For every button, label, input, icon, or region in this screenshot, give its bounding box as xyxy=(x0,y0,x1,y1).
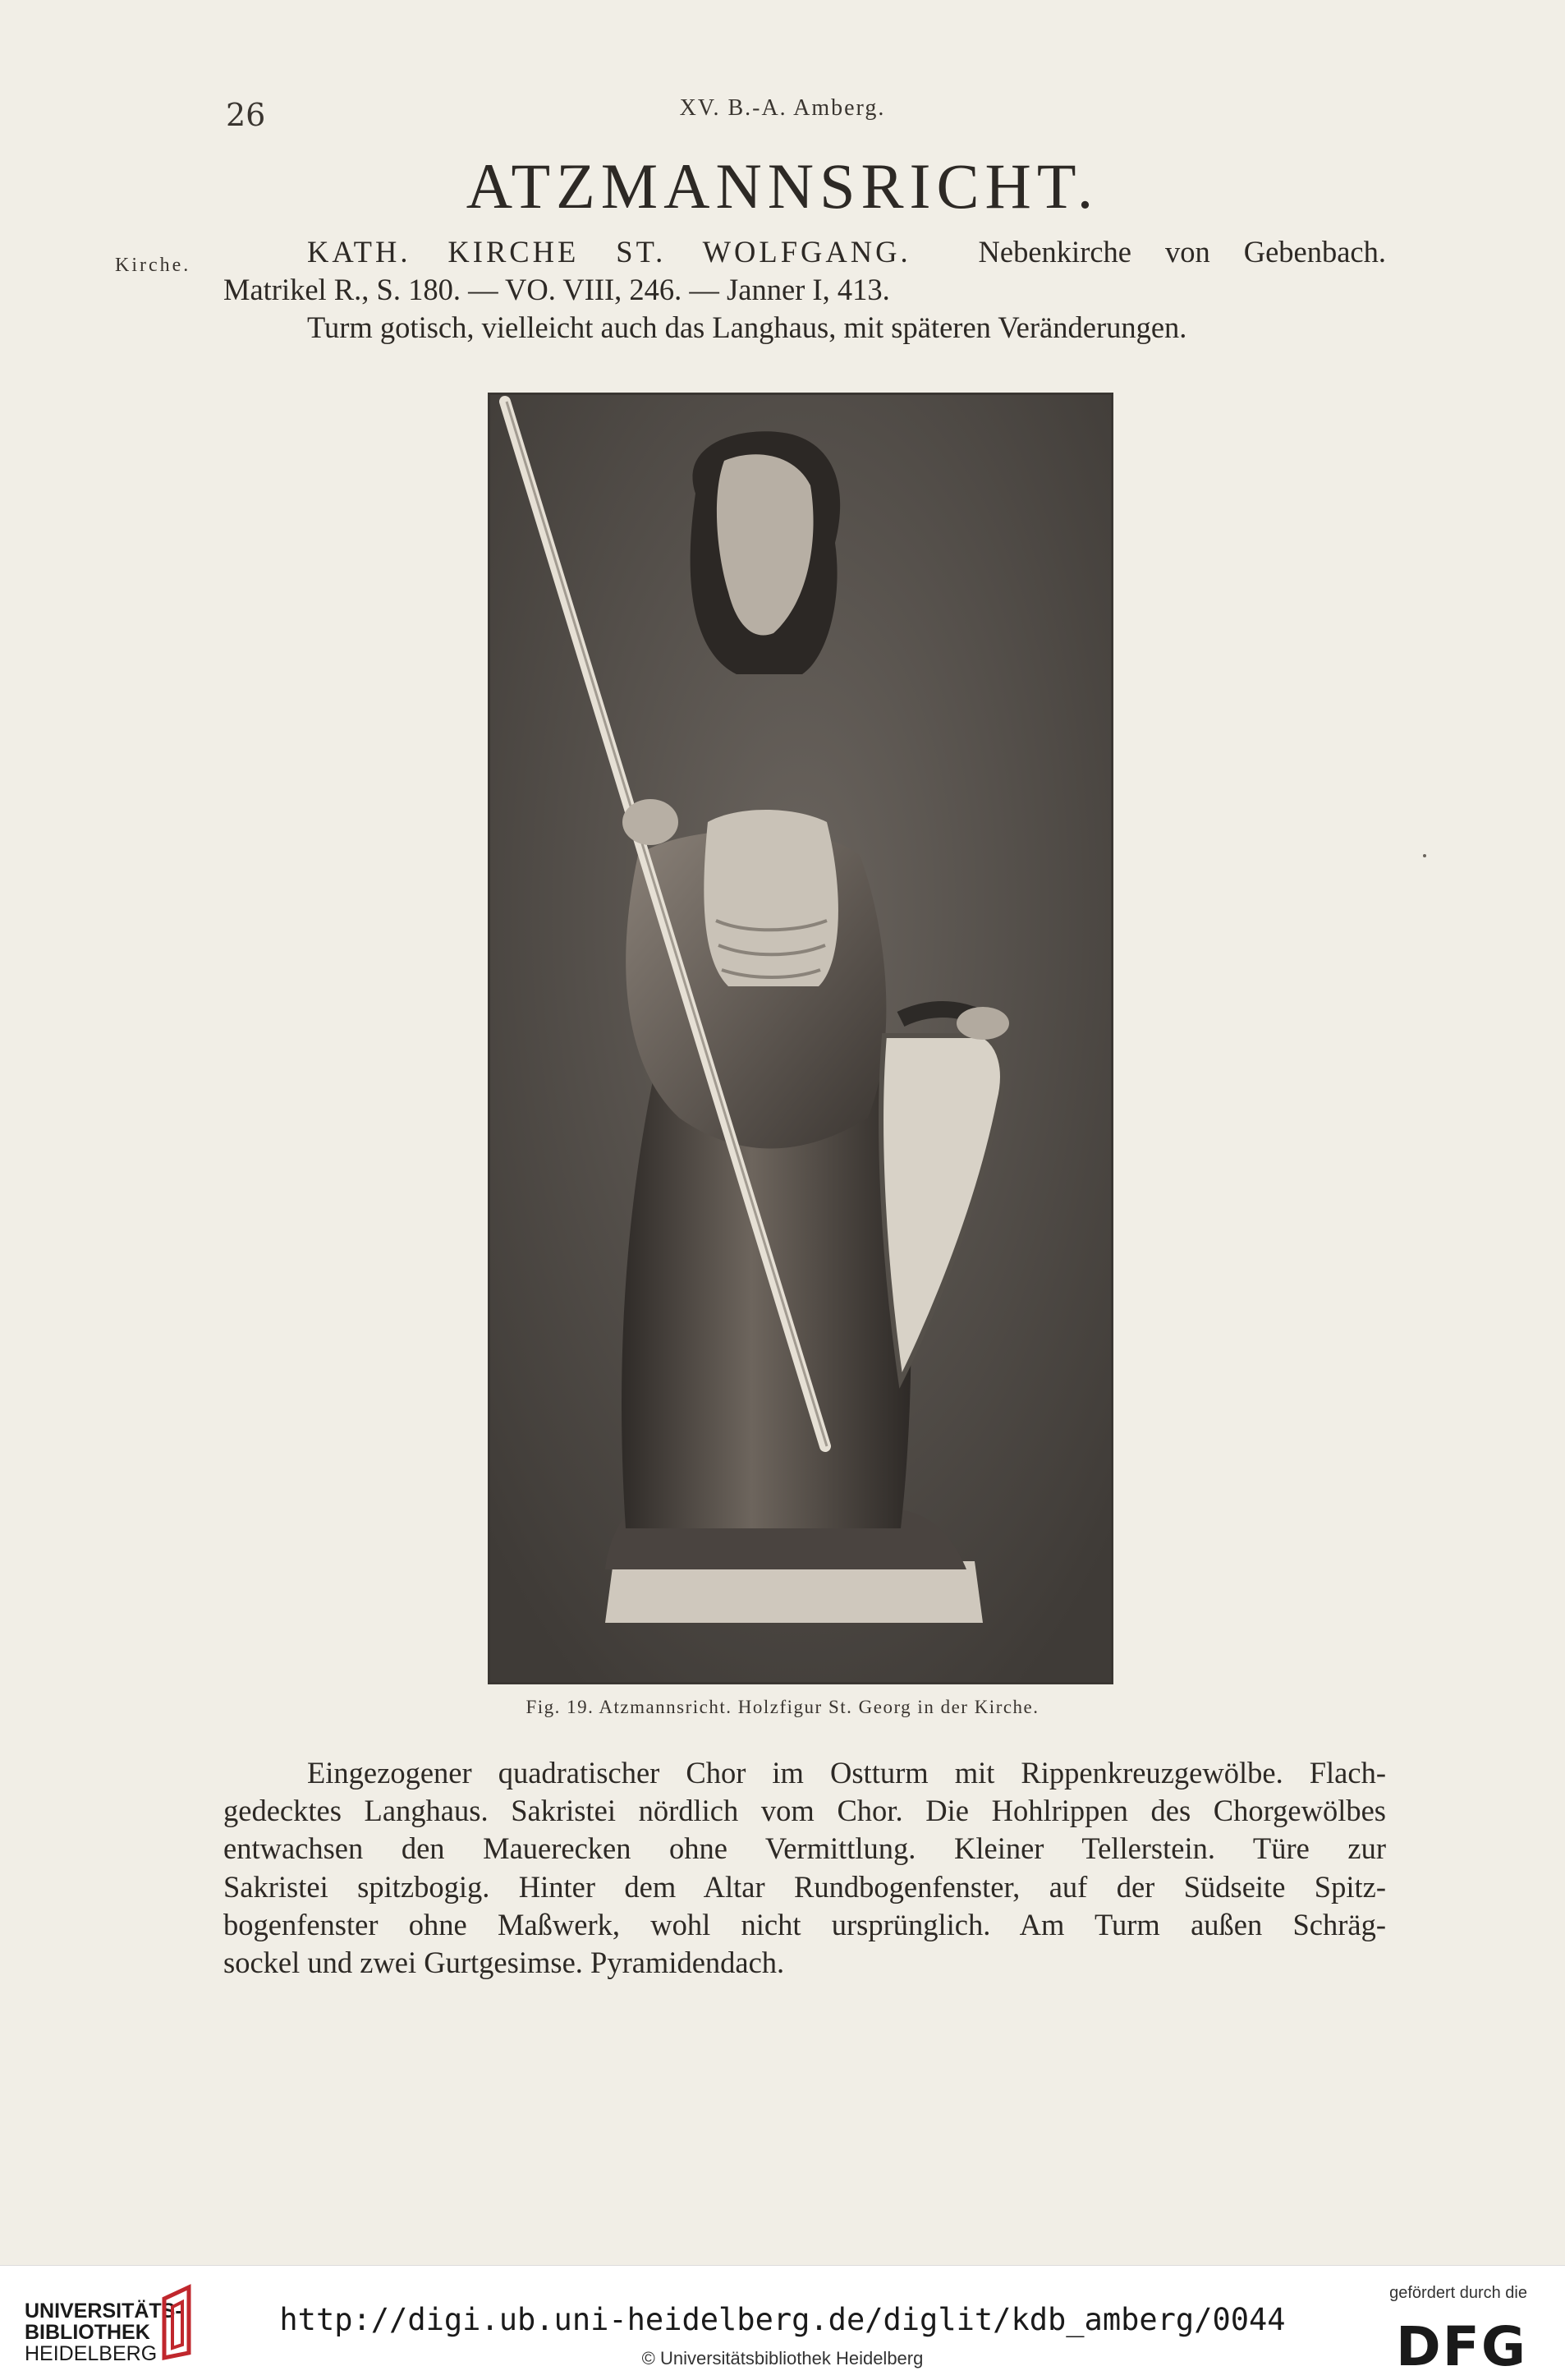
entry-heading-rest: Nebenkirche von Gebenbach. xyxy=(978,235,1386,269)
figure-photo-st-georg xyxy=(488,393,1113,1684)
entry-references: Matrikel R., S. 180. — VO. VIII, 246. — Janner I, 413. xyxy=(223,273,890,306)
permalink-url[interactable]: http://digi.ub.uni-heidelberg.de/diglit/kdb_amberg/0044 xyxy=(279,2302,1286,2337)
body-line: bogenfenster ohne Maßwerk, wohl nicht ursprünglich. Am Turm außen Schräg- xyxy=(223,1907,1386,1941)
body-paragraph xyxy=(223,1754,1386,1982)
entry-heading-caps: KATH. KIRCHE ST. WOLFGANG. xyxy=(307,235,911,269)
page-title: ATZMANNSRICHT. xyxy=(466,150,1099,222)
body-line: entwachsen den Mauerecken ohne Vermittlung. Kleiner Tellerstein. Türe zur xyxy=(223,1831,1386,1866)
dfg-logo: DFG xyxy=(1395,2315,1527,2378)
figure-caption: Fig. 19. Atzmannsricht. Holzfigur St. Georg in der Kirche. xyxy=(525,1697,1040,1717)
body-line: sockel und zwei Gurtgesimse. Pyramidendach. xyxy=(223,1946,785,1980)
copyright-notice: © Universitätsbibliothek Heidelberg xyxy=(641,2348,924,2369)
body-line: gedecktes Langhaus. Sakristei nördlich vom Chor. Die Hohlrippen des Chorgewölbes xyxy=(223,1794,1386,1828)
statue-illustration xyxy=(490,395,1111,1682)
body-line: Eingezogener quadratischer Chor im Ostturm mit Rippenkreuzgewölbe. Flach- xyxy=(307,1756,1386,1790)
running-head: XV. B.-A. Amberg. xyxy=(679,95,886,121)
funded-by-label: gefördert durch die xyxy=(1389,2284,1527,2302)
entry-turm-line: Turm gotisch, vielleicht auch das Langhaus, mit späteren Veränderungen. xyxy=(307,310,1187,344)
entry-heading xyxy=(223,233,1386,271)
body-line: Sakristei spitzbogig. Hinter dem Altar Rundbogenfenster, auf der Südseite Spitz- xyxy=(223,1869,1386,1904)
margin-note: Kirche. xyxy=(115,255,191,276)
scan-speck xyxy=(1423,854,1426,857)
page-number: 26 xyxy=(226,97,266,133)
library-name: UNIVERSITÄTS- BIBLIOTHEK HEIDELBERG xyxy=(25,2300,182,2365)
viewer-footer xyxy=(0,2265,1565,2380)
